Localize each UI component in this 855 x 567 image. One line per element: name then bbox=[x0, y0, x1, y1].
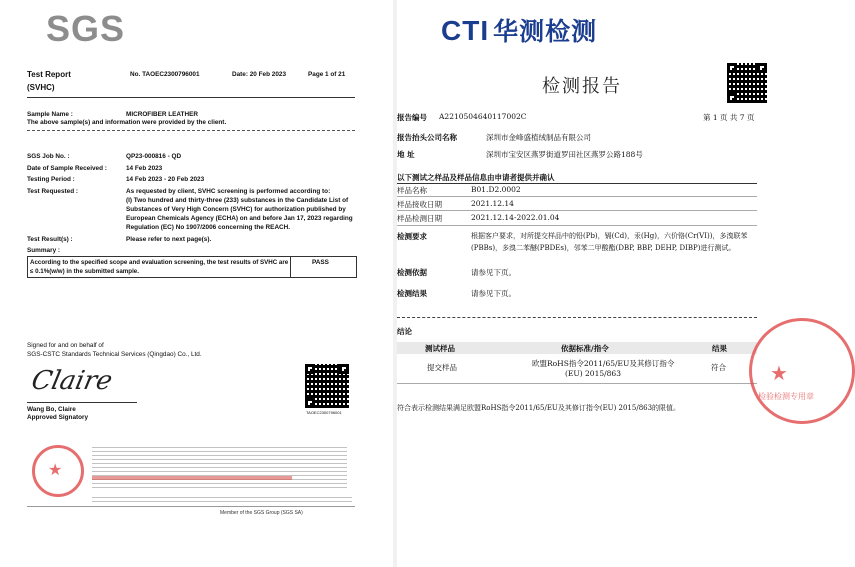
qr-caption: TAOEC2300796001 bbox=[306, 410, 342, 415]
field-value: 14 Feb 2023 - 20 Feb 2023 bbox=[126, 176, 205, 183]
result-label: 检测结果 bbox=[397, 289, 427, 298]
report-no-label: 报告编号 bbox=[397, 113, 427, 122]
divider bbox=[27, 97, 355, 98]
page-number: Page 1 of 21 bbox=[308, 71, 346, 78]
address-label: 地 址 bbox=[397, 150, 415, 159]
table-header-cell: 依据标准/指令 bbox=[561, 344, 609, 353]
table-header-cell: 测试样品 bbox=[425, 344, 455, 353]
row-rule bbox=[397, 196, 757, 197]
report-title: Test Report bbox=[27, 70, 71, 79]
table-cell-standard: (EU) 2015/863 bbox=[565, 369, 621, 378]
header-label: 报告抬头公司名称 bbox=[397, 133, 457, 142]
signer-title: Approved Signatory bbox=[27, 414, 89, 421]
test-requested-label: Test Requested : bbox=[27, 188, 79, 195]
test-requested-line: (I) Two hundred and thirty-three (233) substances in the Candidate List of bbox=[126, 197, 349, 204]
test-requested-line: Substances of Very High Concern (SVHC) for authorization published by bbox=[126, 206, 346, 213]
sgs-report-page bbox=[0, 0, 393, 567]
table-cell-result: 符合 bbox=[711, 363, 726, 372]
table-cell-sample: 提交样品 bbox=[427, 363, 457, 372]
row-rule bbox=[397, 210, 757, 211]
row-rule bbox=[397, 225, 757, 226]
address-value: 深圳市宝安区燕罗街道罗田社区燕罗公路188号 bbox=[486, 150, 643, 159]
signature-line bbox=[27, 402, 137, 403]
report-number: No. TAOEC2300796001 bbox=[130, 71, 200, 78]
summary-text: ≤ 0.1%(w/w) in the submitted sample. bbox=[30, 268, 139, 275]
signed-line: SGS-CSTC Standards Technical Services (Qingdao) Co., Ltd. bbox=[27, 351, 202, 358]
conclusion-label: 结论 bbox=[397, 327, 412, 336]
sample-field-value: B01.D2.0002 bbox=[471, 185, 521, 194]
star-icon: ★ bbox=[48, 462, 63, 479]
table-cell-standard: 欧盟RoHS指令2011/65/EU及其修订指令 bbox=[532, 359, 675, 368]
dashed-divider bbox=[397, 317, 757, 318]
stamp-text: 检验检测专用章 bbox=[758, 392, 814, 401]
cti-report-page bbox=[397, 0, 814, 567]
member-note: Member of the SGS Group (SGS SA) bbox=[220, 510, 303, 516]
qr-code bbox=[727, 63, 767, 103]
basis-value: 请参见下页。 bbox=[471, 268, 516, 277]
sample-name-value: MICROFIBER LEATHER bbox=[126, 111, 198, 118]
section-rule bbox=[397, 183, 757, 184]
report-no-value: A2210504640117002C bbox=[439, 112, 527, 121]
report-date: Date: 20 Feb 2023 bbox=[232, 71, 286, 78]
header-value: 深圳市金峰盛植绒制品有限公司 bbox=[486, 133, 591, 142]
requirement-text: (PBBs)，多溴二苯醚(PBDEs)，邻苯二甲酸酯(DBP, BBP, DEHP, DIBP)进行测试。 bbox=[471, 244, 736, 252]
cti-logo-zh: 华测检测 bbox=[493, 18, 598, 46]
sgs-logo: SGS bbox=[46, 8, 126, 49]
field-value: QP23-000816 - QD bbox=[126, 153, 182, 160]
provided-note: The above sample(s) and information were provided by the client. bbox=[27, 119, 227, 126]
field-label: Testing Period : bbox=[27, 176, 75, 183]
table-header bbox=[397, 342, 757, 354]
sample-name-label: Sample Name : bbox=[27, 111, 73, 118]
test-requested-line: Regulation (EC) No 1907/2006 concerning the REACH. bbox=[126, 224, 291, 231]
cti-stamp bbox=[749, 318, 855, 424]
row-rule bbox=[397, 383, 757, 384]
field-label: Date of Sample Received : bbox=[27, 165, 107, 172]
field-label: SGS Job No. : bbox=[27, 153, 70, 160]
qr-code bbox=[305, 364, 349, 408]
page-number: 第 1 页 共 7 页 bbox=[703, 113, 755, 122]
sample-field-label: 样品名称 bbox=[397, 186, 427, 195]
sgs-stamp bbox=[32, 445, 84, 497]
summary-label: Summary : bbox=[27, 247, 61, 254]
test-requested-line: European Chemicals Agency (ECHA) on and before Jan 17, 2023 regarding bbox=[126, 215, 353, 222]
section-title: 以下测试之样品及样品信息由申请者提供并确认 bbox=[397, 173, 555, 182]
summary-text: According to the specified scope and evaluation screening, the test results of SVHC are bbox=[30, 259, 289, 266]
report-subtitle: (SVHC) bbox=[27, 83, 55, 92]
signed-line: Signed for and on behalf of bbox=[27, 342, 104, 349]
sample-field-label: 样品接收日期 bbox=[397, 200, 442, 209]
requirement-label: 检测要求 bbox=[397, 232, 427, 241]
cti-logo-en: CTI bbox=[441, 15, 490, 46]
star-icon: ★ bbox=[770, 361, 788, 385]
field-value: 14 Feb 2023 bbox=[126, 165, 163, 172]
sample-field-value: 2021.12.14 bbox=[471, 199, 514, 208]
footer-fine-print bbox=[92, 446, 347, 488]
test-requested-line: As requested by client, SVHC screening is performed according to: bbox=[126, 188, 331, 195]
footer-red-notice bbox=[92, 476, 292, 480]
cti-logo bbox=[441, 12, 597, 48]
conclusion-note: 符合表示检测结果满足欧盟RoHS指令2011/65/EU及其修订指令(EU) 2015/863的限值。 bbox=[397, 404, 681, 412]
signature: Claire bbox=[28, 366, 116, 396]
report-title: 检测报告 bbox=[542, 76, 622, 97]
test-results-label: Test Result(s) : bbox=[27, 236, 73, 243]
sample-field-label: 样品检测日期 bbox=[397, 214, 442, 223]
basis-label: 检测依据 bbox=[397, 268, 427, 277]
table-header-cell: 结果 bbox=[712, 344, 727, 353]
signer-name: Wang Bo, Claire bbox=[27, 406, 76, 413]
footer-rule bbox=[27, 506, 355, 507]
requirement-text: 根据客户要求，对所提交样品中的铅(Pb)，镉(Cd)，汞(Hg)，六价铬(Cr(VI))，多溴联苯 bbox=[471, 232, 748, 240]
result-value: 请参见下页。 bbox=[471, 289, 516, 298]
summary-result: PASS bbox=[312, 259, 329, 266]
test-results-value: Please refer to next page(s). bbox=[126, 236, 212, 243]
sample-field-value: 2021.12.14-2022.01.04 bbox=[471, 213, 560, 222]
dashed-divider bbox=[27, 130, 355, 131]
footer-address bbox=[92, 494, 352, 502]
